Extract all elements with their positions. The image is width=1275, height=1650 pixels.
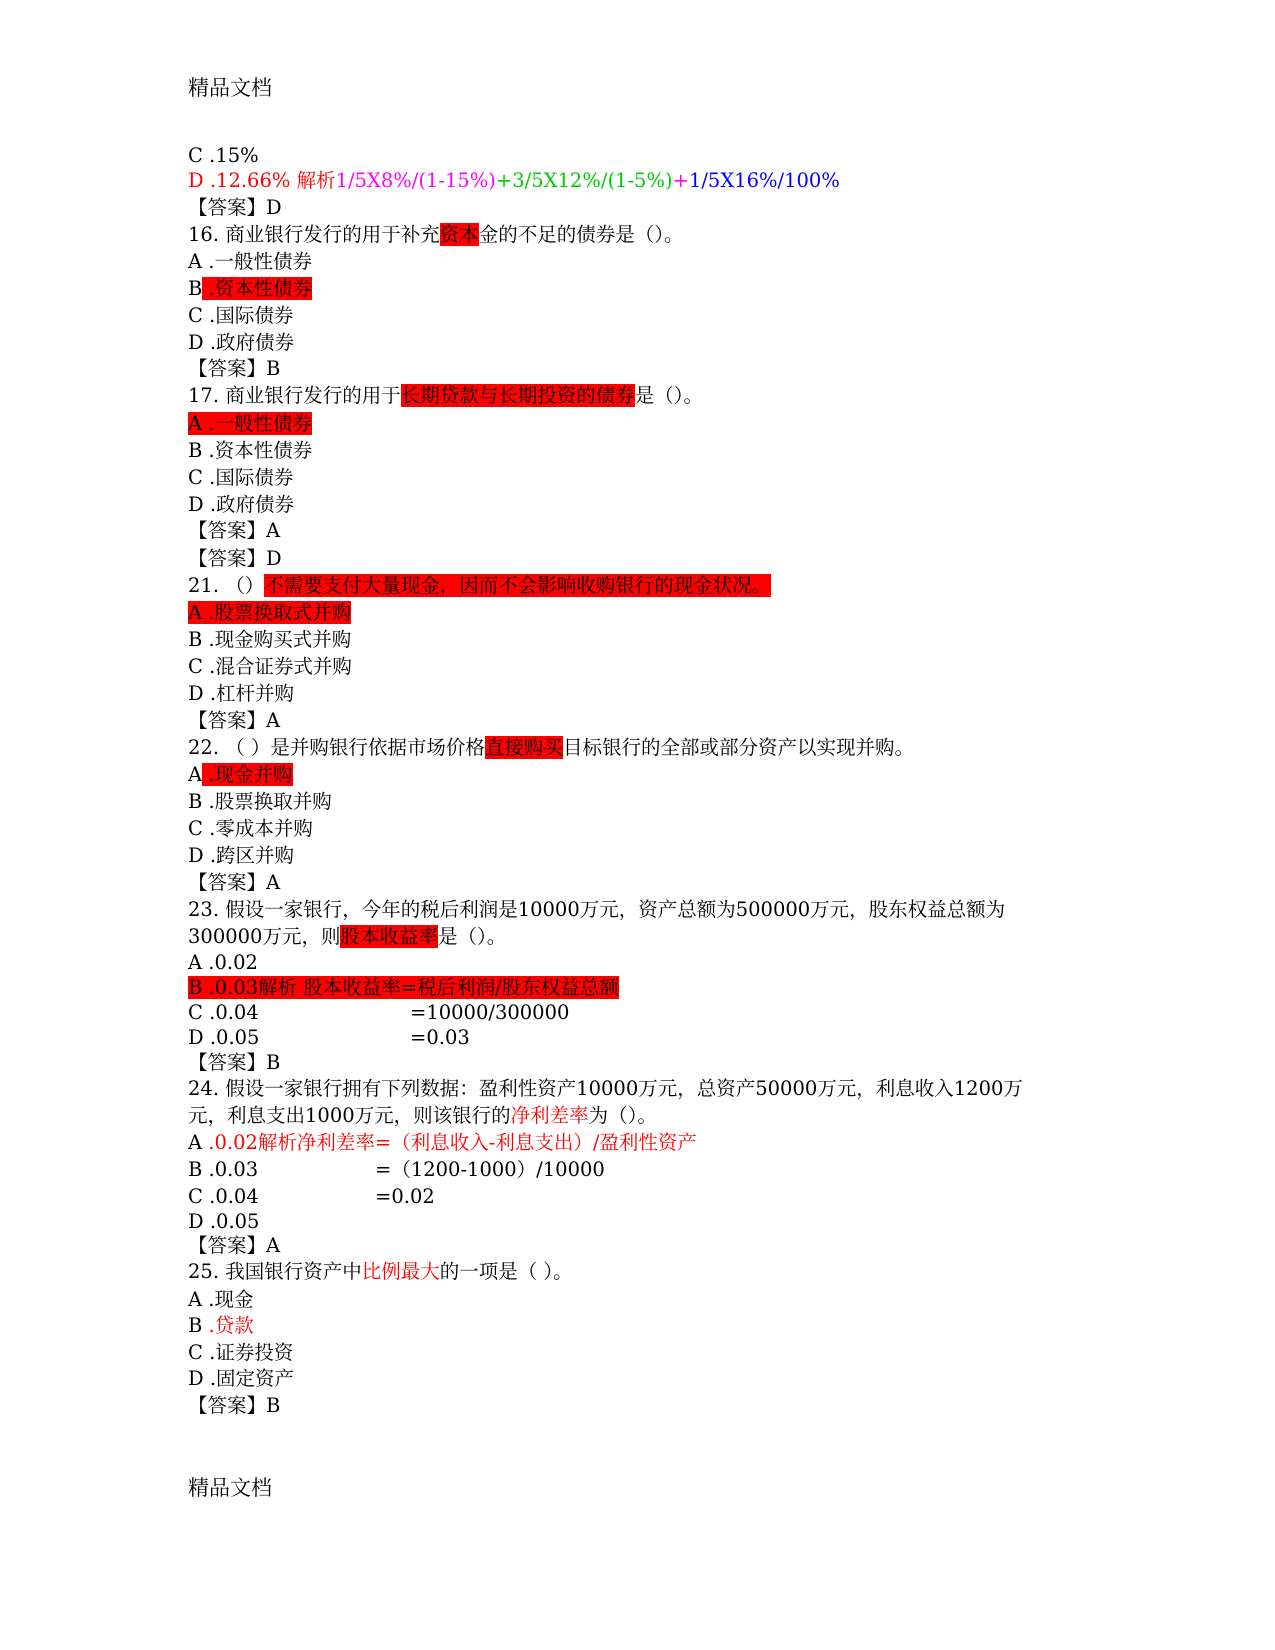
option-a [188, 600, 351, 626]
option-d: D .固定资产 [188, 1367, 295, 1390]
highlight: 不需要支付大量现金，因而不会影响收购银行的现金状况。 [264, 574, 772, 597]
red-analysis: .0.02解析净利差率=（利息收入-利息支出）/盈利性资产 [208, 1131, 697, 1154]
question-text: 为（）。 [588, 1104, 657, 1127]
answer-line: 【答案】A [188, 871, 281, 894]
question-text: 22. （ ）是并购银行依据市场价格 [188, 736, 485, 759]
answer-line: 【答案】B [188, 1051, 281, 1074]
option-b [188, 276, 312, 302]
option-letter: A [188, 1131, 209, 1154]
highlight: 资本 [439, 223, 479, 246]
formula-plus: + [672, 169, 689, 192]
option-d: D .0.05 [188, 1026, 260, 1049]
answer-line: 【答案】A [188, 1234, 281, 1257]
question-text: 是（）。 [437, 925, 507, 948]
question-text: 的一项是（ ）。 [439, 1260, 573, 1283]
calc-result: =0.02 [375, 1185, 435, 1208]
option-d: D .政府债券 [188, 331, 295, 354]
option-b: B .股票换取并购 [188, 790, 332, 813]
answer-line: 【答案】A [188, 709, 281, 732]
option-d: D .杠杆并购 [188, 682, 295, 705]
option-d-analysis [188, 168, 840, 194]
option-c: C .证券投资 [188, 1341, 294, 1364]
option-c: C .国际债券 [188, 466, 294, 489]
answer-line: 【答案】A [188, 519, 281, 542]
formula-part-1: 1/5X8%/(1-15%) [335, 169, 496, 192]
answer-line: 【答案】B [188, 357, 281, 380]
question-21 [188, 573, 771, 599]
option-a [188, 411, 312, 437]
option-a: A .一般性债券 [188, 250, 312, 273]
red-term: 净利差率 [510, 1104, 589, 1127]
question-16 [188, 222, 684, 248]
question-23: 23. 假设一家银行，今年的税后利润是10000万元，资产总额为500000万元，股东权益总额为 [188, 898, 1006, 921]
question-text: 16. 商业银行发行的用于补充 [188, 223, 440, 246]
highlight: B .0.03解析 股本收益率=税后利润/股东权益总额 [188, 976, 619, 999]
option-a [188, 762, 293, 788]
question-text: 目标银行的全部或部分资产以实现并购。 [562, 736, 914, 759]
option-a: A .现金 [188, 1288, 254, 1311]
calc-step: =（1200-1000）/10000 [375, 1158, 605, 1181]
red-term: 比例最大 [361, 1260, 440, 1283]
question-text: 21. （） [188, 574, 265, 597]
question-23-cont [188, 924, 506, 950]
calc-result: =0.03 [410, 1026, 470, 1049]
highlight: 直接购买 [484, 736, 563, 759]
highlight: A .一般性债券 [188, 412, 312, 435]
question-25 [188, 1259, 573, 1285]
question-24-cont [188, 1103, 657, 1129]
question-24: 24. 假设一家银行拥有下列数据：盈利性资产10000万元，总资产50000万元，利息收入1200万 [188, 1077, 1023, 1100]
option-c: C .国际债券 [188, 304, 294, 327]
highlight: 股本收益率 [340, 925, 438, 948]
question-text: 元，利息支出1000万元，则该银行的 [188, 1104, 511, 1127]
option-b: B .0.03 [188, 1158, 259, 1181]
answer-d-text: D .12.66% 解析 [188, 169, 336, 192]
formula-part-2: +3/5X12%/(1-5%) [495, 169, 673, 192]
formula-part-3: 1/5X16%/100% [688, 169, 840, 192]
option-b: B .现金购买式并购 [188, 628, 352, 651]
option-a [188, 1130, 697, 1156]
option-b [188, 1313, 254, 1339]
highlight: 长期贷款与长期投资的债券 [400, 384, 635, 407]
page-footer: 精品文档 [188, 1476, 272, 1500]
option-b [188, 975, 619, 1001]
question-text: 17. 商业银行发行的用于 [188, 384, 401, 407]
page-header: 精品文档 [188, 76, 272, 100]
answer-line: 【答案】D [188, 547, 282, 570]
option-d: D .政府债券 [188, 493, 295, 516]
option-letter: B [188, 277, 203, 300]
option-c-15: C .15% [188, 144, 259, 167]
option-c: C .0.04 [188, 1185, 259, 1208]
option-d: D .跨区并购 [188, 844, 295, 867]
question-text: 是（）。 [634, 384, 703, 407]
option-a: A .0.02 [188, 951, 258, 974]
option-letter: B [188, 1314, 209, 1337]
answer-line: 【答案】D [188, 196, 282, 219]
option-c: C .混合证券式并购 [188, 655, 352, 678]
option-c: C .零成本并购 [188, 817, 313, 840]
question-text: 300000万元，则 [188, 925, 341, 948]
answer-line: 【答案】B [188, 1394, 281, 1417]
question-text: 25. 我国银行资产中 [188, 1260, 362, 1283]
highlight: .现金并购 [202, 763, 293, 786]
option-d: D .0.05 [188, 1210, 260, 1233]
question-22 [188, 735, 914, 761]
option-letter: A [188, 763, 203, 786]
highlight: .资本性债券 [202, 277, 313, 300]
question-text: 金的不足的债券是（）。 [478, 223, 684, 246]
question-17 [188, 383, 703, 409]
calc-step: =10000/300000 [410, 1001, 570, 1024]
option-c: C .0.04 [188, 1001, 259, 1024]
option-b: B .资本性债券 [188, 439, 313, 462]
highlight: A .股票换取式并购 [188, 601, 351, 624]
red-option: .贷款 [208, 1314, 254, 1337]
